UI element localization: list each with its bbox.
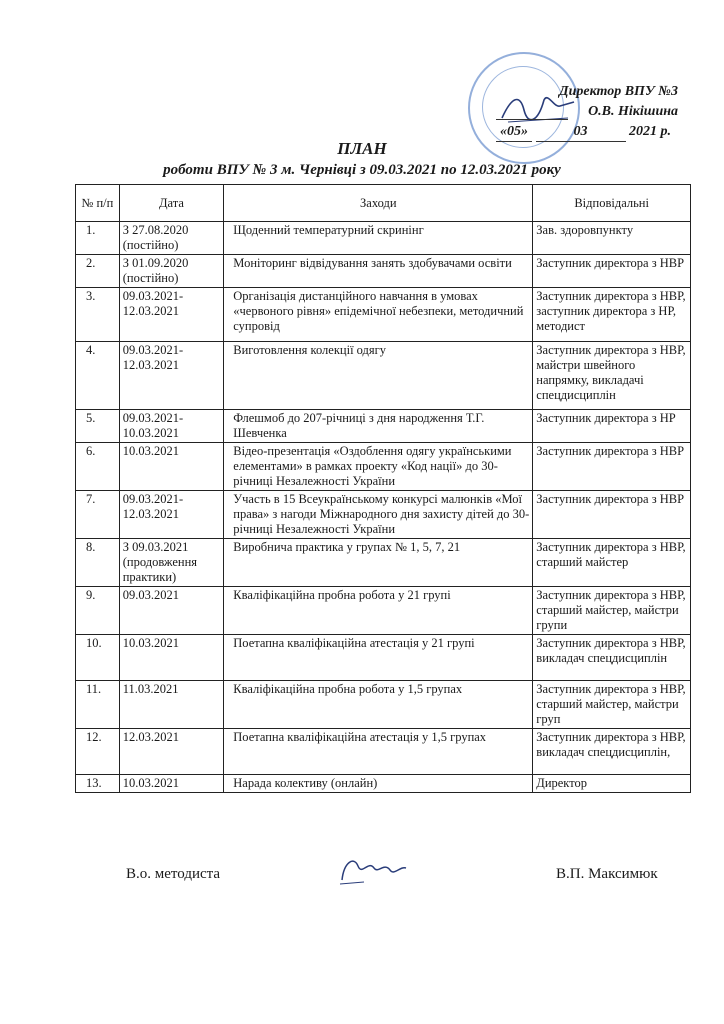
cell-event: Виготовлення колекції одягу xyxy=(224,342,533,410)
table-row xyxy=(76,491,691,539)
footer-name: В.П. Максимюк xyxy=(556,866,658,882)
cell-date: 09.03.2021 xyxy=(119,587,224,635)
table-row xyxy=(76,288,691,342)
approval-year: 2021 р. xyxy=(629,124,671,139)
cell-date: 10.03.2021 xyxy=(119,443,224,491)
cell-event: Організація дистанційного навчання в умовах «червоного рівня» епідемічної небезпеки, методичний супровід xyxy=(224,288,533,342)
cell-date: 09.03.2021-10.03.2021 xyxy=(119,410,224,443)
cell-num: 9. xyxy=(76,587,120,635)
cell-num: 12. xyxy=(76,729,120,775)
cell-event: Щоденний температурний скринінг xyxy=(224,222,533,255)
footer-role: В.о. методиста xyxy=(126,866,221,882)
cell-num: 8. xyxy=(76,539,120,587)
cell-date: З 09.03.2021 (продовження практики) xyxy=(119,539,224,587)
cell-responsible: Заступник директора з НВР, викладач спецдисциплін, xyxy=(533,729,691,775)
signature-line xyxy=(496,119,568,120)
table-row xyxy=(76,775,691,793)
cell-num: 5. xyxy=(76,410,120,443)
table-row xyxy=(76,635,691,681)
table-row xyxy=(76,255,691,288)
plan-subtitle: роботи ВПУ № 3 м. Чернівці з 09.03.2021 по 12.03.2021 року xyxy=(163,162,561,178)
cell-responsible: Заступник директора з НВР, старший майстер, майстри груп xyxy=(533,681,691,729)
cell-event: Поетапна кваліфікаційна атестація у 21 групі xyxy=(224,635,533,681)
cell-num: 4. xyxy=(76,342,120,410)
approval-title: Директор ВПУ №3 xyxy=(559,84,678,99)
cell-responsible: Директор xyxy=(533,775,691,793)
table-row xyxy=(76,342,691,410)
cell-event: Участь в 15 Всеукраїнському конкурсі малюнків «Мої права» з нагоди Міжнародного дня захисту дітей до 30-річниці Незалежності України xyxy=(224,491,533,539)
table-row xyxy=(76,587,691,635)
approval-day: «05» xyxy=(496,122,532,142)
approval-month: 03 xyxy=(536,122,626,142)
cell-responsible: Заступник директора з НВР xyxy=(533,491,691,539)
cell-num: 7. xyxy=(76,491,120,539)
plan-table xyxy=(75,184,691,793)
cell-num: 3. xyxy=(76,288,120,342)
cell-responsible: Заступник директора з НВР, заступник директора з НР, методист xyxy=(533,288,691,342)
cell-date: 11.03.2021 xyxy=(119,681,224,729)
methodist-signature xyxy=(334,852,414,888)
header-num: № п/п xyxy=(76,185,120,222)
cell-event: Відео-презентація «Оздоблення одягу українськими елементами» в рамках проекту «Код нації» до 30-річниці Незалежності України xyxy=(224,443,533,491)
cell-responsible: Зав. здоровпункту xyxy=(533,222,691,255)
cell-event: Поетапна кваліфікаційна атестація у 1,5 групах xyxy=(224,729,533,775)
header-date: Дата xyxy=(119,185,224,222)
cell-responsible: Заступник директора з НВР xyxy=(533,255,691,288)
cell-event: Нарада колективу (онлайн) xyxy=(224,775,533,793)
cell-num: 10. xyxy=(76,635,120,681)
plan-title: ПЛАН xyxy=(337,139,387,158)
cell-event: Флешмоб до 207-річниці з дня народження Т.Г. Шевченка xyxy=(224,410,533,443)
table-header-row xyxy=(76,185,691,222)
cell-event: Кваліфікаційна пробна робота у 21 групі xyxy=(224,587,533,635)
header-event: Заходи xyxy=(224,185,533,222)
table-row xyxy=(76,681,691,729)
cell-date: З 27.08.2020 (постійно) xyxy=(119,222,224,255)
cell-date: 09.03.2021-12.03.2021 xyxy=(119,288,224,342)
cell-responsible: Заступник директора з НР xyxy=(533,410,691,443)
cell-num: 13. xyxy=(76,775,120,793)
table-row xyxy=(76,410,691,443)
cell-num: 11. xyxy=(76,681,120,729)
table-row xyxy=(76,539,691,587)
cell-date: 12.03.2021 xyxy=(119,729,224,775)
cell-responsible: Заступник директора з НВР, викладач спецдисциплін xyxy=(533,635,691,681)
cell-date: З 01.09.2020 (постійно) xyxy=(119,255,224,288)
cell-responsible: Заступник директора з НВР, старший майстер xyxy=(533,539,691,587)
cell-date: 10.03.2021 xyxy=(119,635,224,681)
cell-event: Виробнича практика у групах № 1, 5, 7, 21 xyxy=(224,539,533,587)
table-row xyxy=(76,222,691,255)
header-responsible: Відповідальні xyxy=(533,185,691,222)
cell-responsible: Заступник директора з НВР, старший майстер, майстри групи xyxy=(533,587,691,635)
cell-num: 6. xyxy=(76,443,120,491)
cell-event: Кваліфікаційна пробна робота у 1,5 групах xyxy=(224,681,533,729)
cell-date: 10.03.2021 xyxy=(119,775,224,793)
table-body xyxy=(76,222,691,793)
cell-date: 09.03.2021-12.03.2021 xyxy=(119,342,224,410)
cell-num: 1. xyxy=(76,222,120,255)
table-row xyxy=(76,729,691,775)
cell-date: 09.03.2021-12.03.2021 xyxy=(119,491,224,539)
table-row xyxy=(76,443,691,491)
cell-event: Моніторинг відвідування занять здобувачами освіти xyxy=(224,255,533,288)
cell-responsible: Заступник директора з НВР, майстри швейного напрямку, викладачі спецдисциплін xyxy=(533,342,691,410)
cell-num: 2. xyxy=(76,255,120,288)
cell-responsible: Заступник директора з НВР xyxy=(533,443,691,491)
approval-name: О.В. Нікішина xyxy=(588,104,678,119)
